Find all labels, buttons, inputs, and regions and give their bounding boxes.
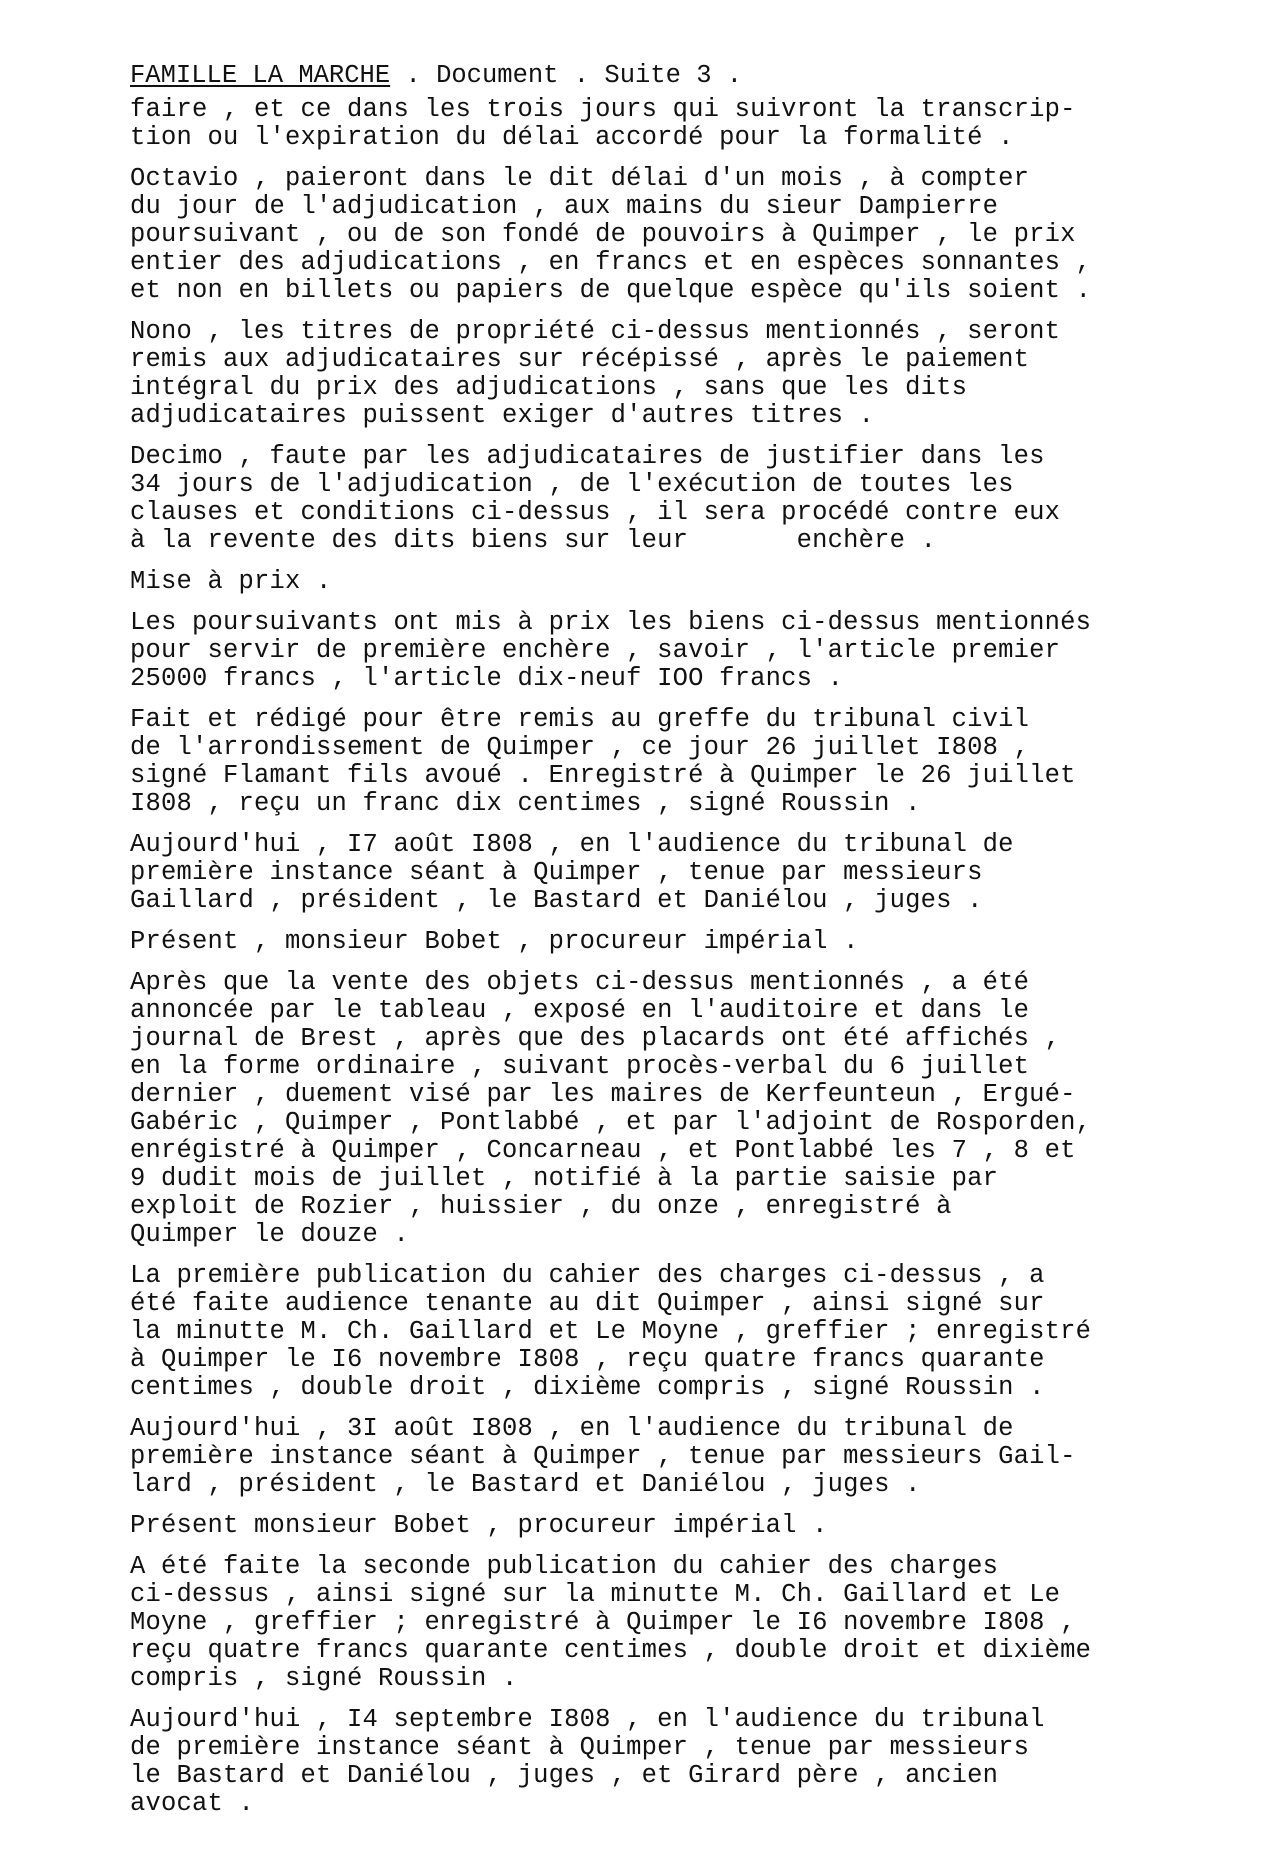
text-line: première instance séant à Quimper , tenue par messieurs Gail- (130, 1442, 1076, 1471)
text-line: Après que la vente des objets ci-dessus mentionnés , a été (130, 968, 1030, 997)
text-line: Moyne , greffier ; enregistré à Quimper le I6 novembre I808 , (130, 1608, 1076, 1637)
text-line: Nono , les titres de propriété ci-dessus mentionnés , seront (130, 317, 1061, 346)
text-line: Quimper le douze . (130, 1220, 410, 1249)
text-line: à Quimper le I6 novembre I808 , reçu quatre francs quarante (130, 1345, 1045, 1374)
paragraph (130, 928, 1210, 956)
text-line: tion ou l'expiration du délai accordé pour la formalité . (130, 123, 1014, 152)
text-line: A été faite la seconde publication du cahier des charges (130, 1552, 999, 1581)
text-line: entier des adjudications , en francs et en espèces sonnantes , (130, 248, 1092, 277)
text-line: ci-dessus , ainsi signé sur la minutte M. Ch. Gaillard et Le (130, 1580, 1061, 1609)
text-line: la minutte M. Ch. Gaillard et Le Moyne , greffier ; enregistré (130, 1317, 1092, 1346)
document-header (130, 62, 1210, 90)
paragraph (130, 96, 1210, 152)
paragraph (130, 165, 1210, 305)
paragraph (130, 443, 1210, 555)
paragraph (130, 969, 1210, 1249)
family-title: FAMILLE LA MARCHE (130, 61, 391, 90)
text-line: de l'arrondissement de Quimper , ce jour 26 juillet I808 , (130, 733, 1030, 762)
text-line: du jour de l'adjudication , aux mains du sieur Dampierre (130, 192, 999, 221)
paragraph (130, 831, 1210, 915)
paragraph (130, 568, 1210, 596)
text-line: Les poursuivants ont mis à prix les biens ci-dessus mentionnés (130, 608, 1092, 637)
text-line: avocat . (130, 1789, 255, 1818)
text-line: faire , et ce dans les trois jours qui suivront la transcrip- (130, 95, 1076, 124)
text-line: exploit de Rozier , huissier , du onze , enregistré à (130, 1192, 952, 1221)
text-line: dernier , duement visé par les maires de Kerfeunteun , Ergué- (130, 1080, 1076, 1109)
text-line: le Bastard et Daniélou , juges , et Girard père , ancien (130, 1761, 999, 1790)
text-line: à la revente des dits biens sur leur enchère . (130, 526, 937, 555)
text-line: I808 , reçu un franc dix centimes , signé Roussin . (130, 789, 921, 818)
paragraph (130, 1415, 1210, 1499)
paragraph (130, 706, 1210, 818)
text-line: été faite audience tenante au dit Quimper , ainsi signé sur (130, 1289, 1045, 1318)
text-line: adjudicataires puissent exiger d'autres titres . (130, 401, 875, 430)
paragraph (130, 1706, 1210, 1818)
paragraph (130, 318, 1210, 430)
text-line: signé Flamant fils avoué . Enregistré à Quimper le 26 juillet (130, 761, 1076, 790)
text-line: de première instance séant à Quimper , tenue par messieurs (130, 1733, 1030, 1762)
text-line: Octavio , paieront dans le dit délai d'un mois , à compter (130, 164, 1030, 193)
text-line: compris , signé Roussin . (130, 1664, 518, 1693)
text-line: Decimo , faute par les adjudicataires de justifier dans les (130, 442, 1045, 471)
text-line: Présent , monsieur Bobet , procureur impérial . (130, 927, 859, 956)
text-line: clauses et conditions ci-dessus , il sera procédé contre eux (130, 498, 1061, 527)
text-line: Aujourd'hui , I4 septembre I808 , en l'audience du tribunal (130, 1705, 1045, 1734)
text-line: Présent monsieur Bobet , procureur impérial . (130, 1511, 828, 1540)
text-line: en la forme ordinaire , suivant procès-verbal du 6 juillet (130, 1052, 1030, 1081)
text-line: enrégistré à Quimper , Concarneau , et Pontlabbé les 7 , 8 et (130, 1136, 1076, 1165)
text-line: 25000 francs , l'article dix-neuf IOO francs . (130, 664, 844, 693)
text-line: Mise à prix . (130, 567, 332, 596)
text-line: La première publication du cahier des charges ci-dessus , a (130, 1261, 1045, 1290)
text-line: lard , président , le Bastard et Daniélou , juges . (130, 1470, 921, 1499)
text-line: pour servir de première enchère , savoir , l'article premier (130, 636, 1061, 665)
text-line: première instance séant à Quimper , tenue par messieurs (130, 858, 983, 887)
text-line: journal de Brest , après que des placards ont été affichés , (130, 1024, 1061, 1053)
text-line: Fait et rédigé pour être remis au greffe du tribunal civil (130, 705, 1030, 734)
document-body (130, 96, 1210, 1818)
text-line: et non en billets ou papiers de quelque espèce qu'ils soient . (130, 276, 1092, 305)
text-line: annoncée par le tableau , exposé en l'auditoire et dans le (130, 996, 1030, 1025)
paragraph (130, 1553, 1210, 1693)
text-line: remis aux adjudicataires sur récépissé , après le paiement (130, 345, 1030, 374)
paragraph (130, 1262, 1210, 1402)
text-line: Aujourd'hui , 3I août I808 , en l'audience du tribunal de (130, 1414, 1014, 1443)
text-line: poursuivant , ou de son fondé de pouvoirs à Quimper , le prix (130, 220, 1076, 249)
text-line: reçu quatre francs quarante centimes , double droit et dixième (130, 1636, 1092, 1665)
text-line: intégral du prix des adjudications , sans que les dits (130, 373, 968, 402)
text-line: Gabéric , Quimper , Pontlabbé , et par l'adjoint de Rosporden, (130, 1108, 1092, 1137)
paragraph (130, 609, 1210, 693)
typed-document-page (130, 62, 1210, 1831)
text-line: Gaillard , président , le Bastard et Daniélou , juges . (130, 886, 983, 915)
text-line: 9 dudit mois de juillet , notifié à la partie saisie par (130, 1164, 999, 1193)
document-subtitle: . Document . Suite 3 . (390, 61, 743, 90)
text-line: Aujourd'hui , I7 août I808 , en l'audience du tribunal de (130, 830, 1014, 859)
text-line: centimes , double droit , dixième compris , signé Roussin . (130, 1373, 1045, 1402)
paragraph (130, 1512, 1210, 1540)
text-line: 34 jours de l'adjudication , de l'exécution de toutes les (130, 470, 1014, 499)
